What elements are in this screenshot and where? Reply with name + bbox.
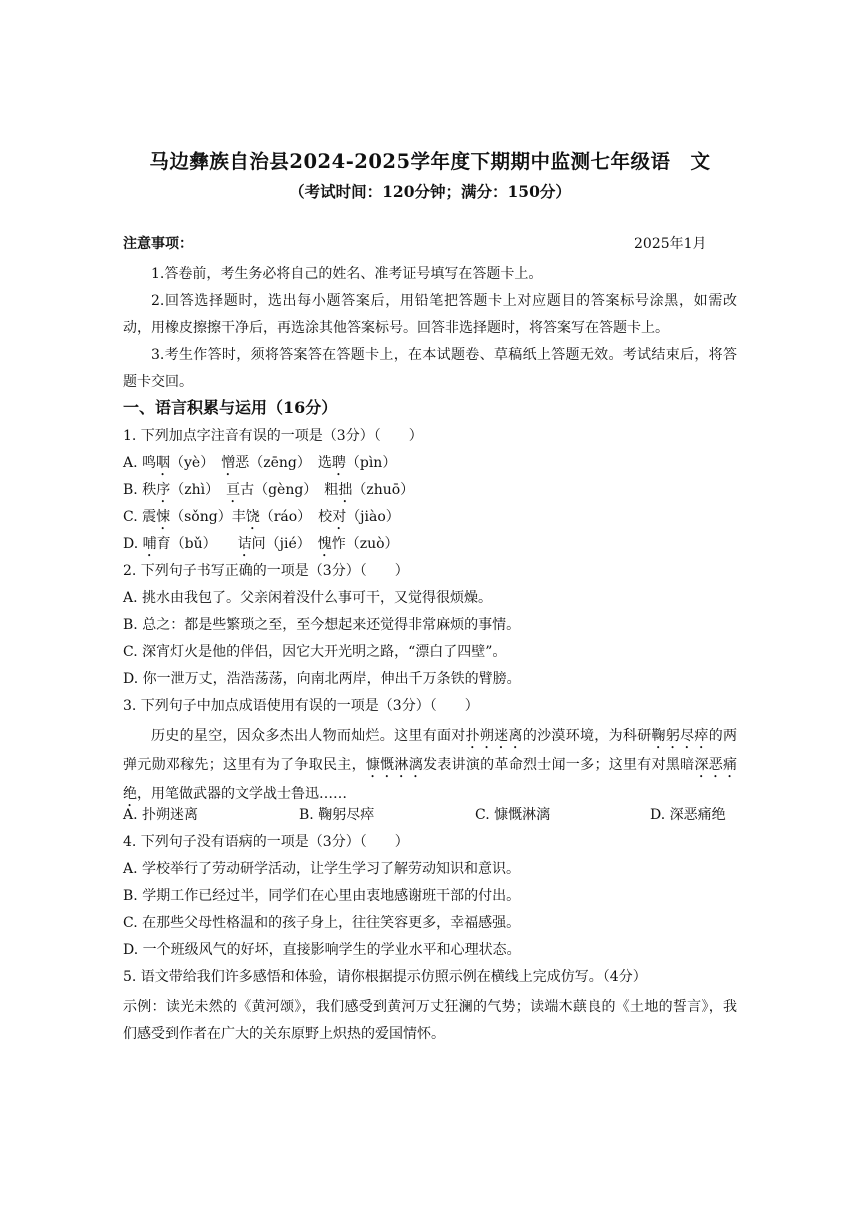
question-4-stem: 4. 下列句子没有语病的一项是（3分）（ ） xyxy=(123,834,409,850)
q4-option-a: A. 学校举行了劳动研学活动，让学生学习了解劳动知识和意识。 xyxy=(123,861,521,877)
q3-option-c: C. 慷慨淋漓 xyxy=(475,807,551,823)
question-2-stem: 2. 下列句子书写正确的一项是（3分）（ ） xyxy=(123,563,409,579)
question-1-stem: 1. 下列加点字注音有误的一项是（3分）（ ） xyxy=(123,428,423,444)
q3-option-b: B. 鞠躬尽瘁 xyxy=(299,807,375,823)
q3-option-d: D. 深恶痛绝 xyxy=(650,807,726,823)
q3-options xyxy=(123,805,737,825)
q3-option-a: A. 扑朔迷离 xyxy=(123,807,199,823)
exam-subtitle: （考试时间：120分钟；满分：150分） xyxy=(289,182,571,201)
q2-option-b: B. 总之：都是些繁琐之至，至今想起来还觉得非常麻烦的事情。 xyxy=(123,617,521,633)
notice-item: 2.回答选择题时，选出每小题答案后，用铅笔把答题卡上对应题目的答案标号涂黑，如需改动，用橡皮擦擦干净后，再选涂其他答案标号。回答非选择题时，将答案写在答题卡上。 xyxy=(123,293,737,336)
q1-option-c: C. 震悚（sǒng）丰饶（ráo） 校对（jiào） xyxy=(123,509,400,525)
question-5-stem: 5. 语文带给我们许多感悟和体验，请你根据提示仿照示例在横线上完成仿写。（4分） xyxy=(123,969,647,985)
q4-option-d: D. 一个班级风气的好坏，直接影响学生的学业水平和心理状态。 xyxy=(123,942,521,958)
q1-option-b: B. 秩序（zhì） 亘古（gèng） 粗拙（zhuō） xyxy=(123,482,415,498)
q1-option-d: D. 哺育（bǔ） 诘问（jié） 愧怍（zuò） xyxy=(123,536,399,552)
question-3-passage: 历史的星空，因众多杰出人物而灿烂。这里有面对扑朔迷离的沙漠环境，为科研鞠躬尽瘁的两弹元勋邓稼先；这里有为了争取民主，慷慨淋漓发表讲演的革命烈士闻一多；这里有对黑暗深恶痛绝，用笔做武器的文学战士鲁迅…… xyxy=(123,728,738,802)
exam-title: 马边彝族自治县2024-2025学年度下期期中监测七年级语 文 xyxy=(149,150,711,173)
q1-option-a: A. 鸣咽（yè） 憎恶（zēng） 选聘（pìn） xyxy=(123,455,397,471)
question-5-example: 示例：读光未然的《黄河颂》，我们感受到黄河万丈狂澜的气势；读端木蕻良的《土地的誓言》，我们感受到作者在广大的关东原野上炽热的爱国情怀。 xyxy=(123,999,737,1042)
notice-item: 3.考生作答时，须将答案答在答题卡上，在本试题卷、草稿纸上答题无效。考试结束后，将答题卡交回。 xyxy=(123,347,737,390)
q4-option-b: B. 学期工作已经过半，同学们在心里由衷地感谢班干部的付出。 xyxy=(123,888,521,904)
q2-option-c: C. 深宵灯火是他的伴侣，因它大开光明之路，“漂白了四壁”。 xyxy=(123,644,507,660)
q4-option-c: C. 在那些父母性格温和的孩子身上，往往笑容更多，幸福感强。 xyxy=(123,915,521,931)
q2-option-a: A. 挑水由我包了。父亲闲着没什么事可干，又觉得很烦燥。 xyxy=(123,590,493,606)
exam-date: 2025年1月 xyxy=(634,236,707,252)
section-heading: 一、语言积累与运用（16分） xyxy=(123,398,338,417)
notice-heading: 注意事项： xyxy=(123,236,193,252)
question-3-stem: 3. 下列句子中加点成语使用有误的一项是（3分）（ ） xyxy=(123,698,479,714)
notice-item: 1.答卷前，考生务必将自己的姓名、准考证号填写在答题卡上。 xyxy=(151,266,543,282)
q2-option-d: D. 你一泄万丈，浩浩荡荡，向南北两岸，伸出千万条铁的臂膀。 xyxy=(123,671,521,687)
